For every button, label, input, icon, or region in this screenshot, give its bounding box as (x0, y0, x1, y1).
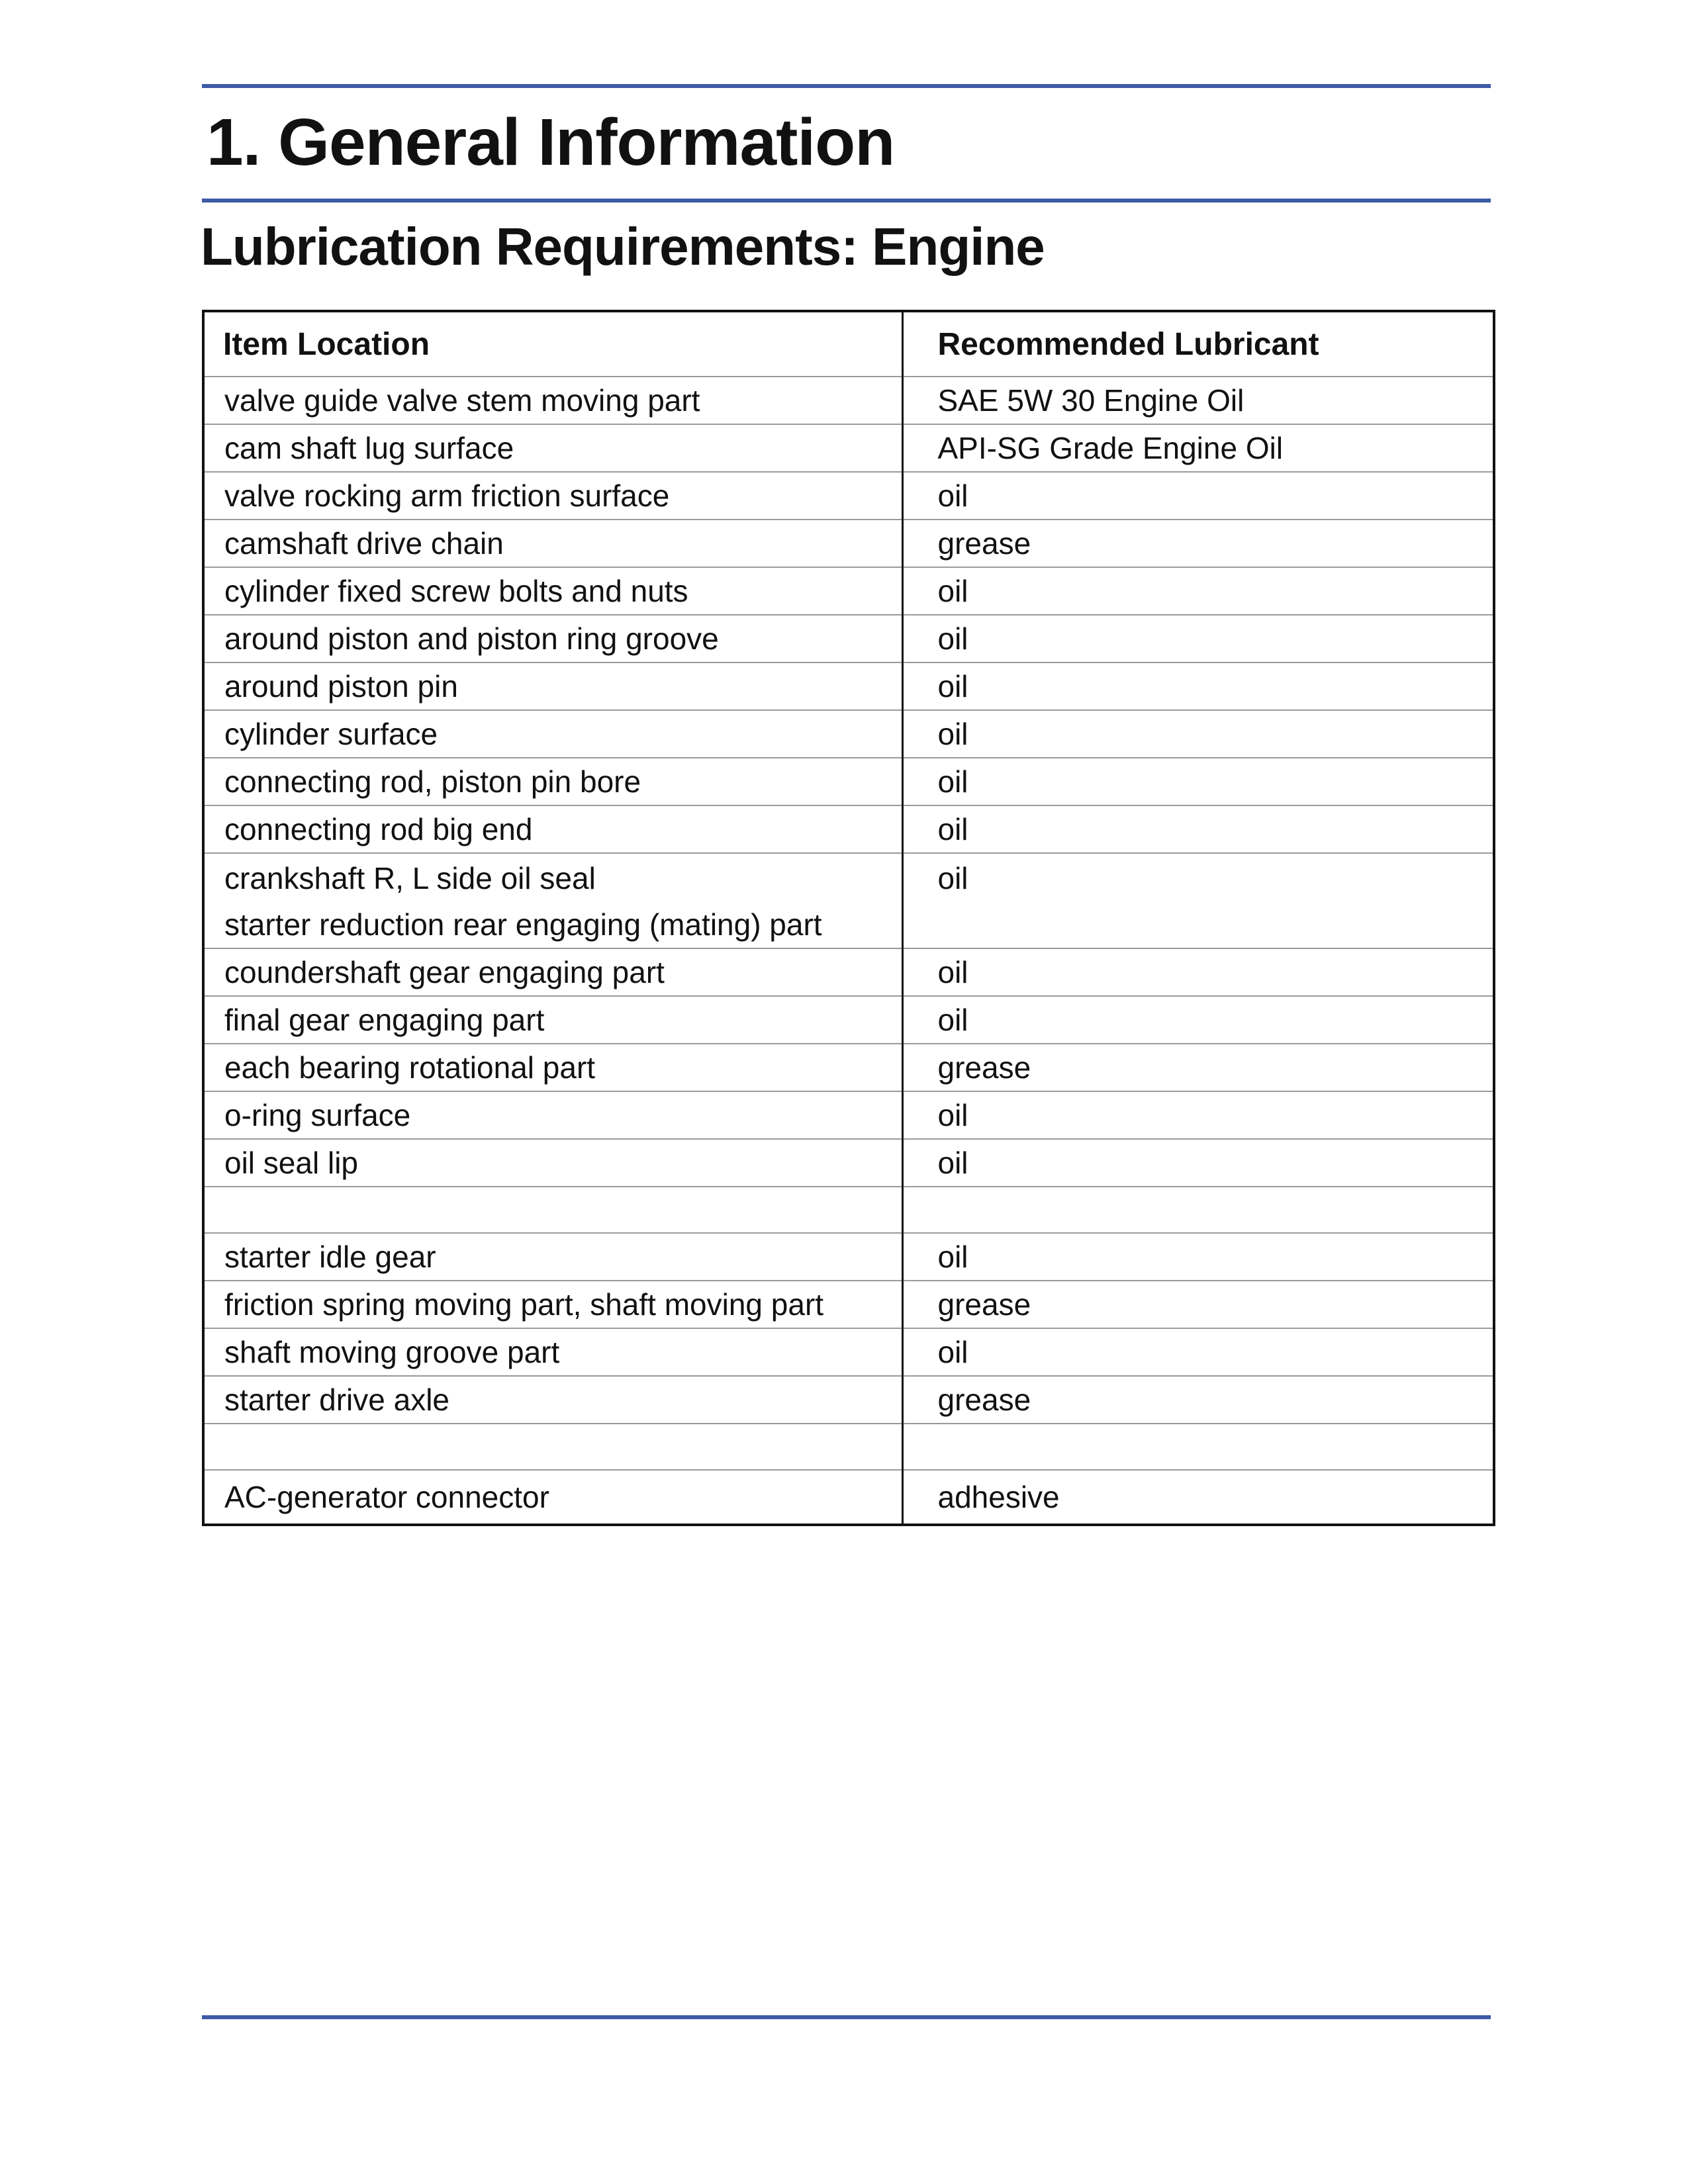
table-row (203, 1233, 1494, 1281)
lubricant-cell: oil (902, 1139, 1494, 1187)
item-location-cell: oil seal lip (203, 1139, 902, 1187)
item-location-cell: AC-generator connector (203, 1470, 902, 1525)
item-location-cell (203, 853, 902, 948)
lubrication-table (202, 310, 1495, 1526)
lubricant-cell: grease (902, 1044, 1494, 1091)
table-row (203, 758, 1494, 805)
item-location-cell: cylinder surface (203, 710, 902, 758)
table-row (203, 1091, 1494, 1139)
table-row (203, 1044, 1494, 1091)
lubricant-cell: oil (902, 1233, 1494, 1281)
lubricant-cell (902, 1187, 1494, 1233)
table-row (203, 567, 1494, 615)
item-location-cell: around piston pin (203, 662, 902, 710)
table-row (203, 615, 1494, 662)
lubricant-cell: grease (902, 520, 1494, 567)
item-location-cell: coundershaft gear engaging part (203, 948, 902, 996)
section-title: Lubrication Requirements: Engine (201, 217, 1045, 276)
table-row (203, 424, 1494, 472)
lubricant-cell: oil (902, 710, 1494, 758)
item-location-cell: connecting rod big end (203, 805, 902, 853)
lubricant-cell: oil (902, 1091, 1494, 1139)
item-location-cell: friction spring moving part, shaft moving part (203, 1281, 902, 1328)
item-location-cell: camshaft drive chain (203, 520, 902, 567)
table-row (203, 1328, 1494, 1376)
table-row (203, 1376, 1494, 1424)
table-row (203, 1139, 1494, 1187)
item-location-line: starter reduction rear engaging (mating) part (224, 907, 822, 942)
table-header-row (203, 311, 1494, 377)
table-row (203, 662, 1494, 710)
lubricant-cell: oil (902, 948, 1494, 996)
item-location-cell: cylinder fixed screw bolts and nuts (203, 567, 902, 615)
item-location-cell: connecting rod, piston pin bore (203, 758, 902, 805)
table-row (203, 948, 1494, 996)
table-row (203, 520, 1494, 567)
lubricant-cell: API-SG Grade Engine Oil (902, 424, 1494, 472)
chapter-title: 1. General Information (207, 105, 895, 179)
lubricant-cell: grease (902, 1376, 1494, 1424)
item-location-header: Item Location (203, 311, 902, 377)
item-location-cell: each bearing rotational part (203, 1044, 902, 1091)
header-bottom-rule (202, 199, 1491, 203)
lubricant-cell: oil (902, 615, 1494, 662)
footer-rule (202, 2015, 1491, 2019)
lubricant-cell: oil (902, 662, 1494, 710)
lubricant-cell: oil (902, 996, 1494, 1044)
item-location-cell: shaft moving groove part (203, 1328, 902, 1376)
item-location-cell (203, 1187, 902, 1233)
lubricant-cell: SAE 5W 30 Engine Oil (902, 377, 1494, 424)
lubricant-cell: oil (902, 805, 1494, 853)
item-location-cell: o-ring surface (203, 1091, 902, 1139)
lubricant-cell (902, 1424, 1494, 1470)
table-row-empty (203, 1187, 1494, 1233)
item-location-cell: around piston and piston ring groove (203, 615, 902, 662)
table-row-empty (203, 1424, 1494, 1470)
table-row (203, 377, 1494, 424)
table-row (203, 996, 1494, 1044)
table-row (203, 1281, 1494, 1328)
item-location-cell (203, 1424, 902, 1470)
lubricant-cell: oil (902, 758, 1494, 805)
lubricant-cell: oil (902, 1328, 1494, 1376)
lubricant-cell: adhesive (902, 1470, 1494, 1525)
item-location-cell: valve guide valve stem moving part (203, 377, 902, 424)
item-location-cell: cam shaft lug surface (203, 424, 902, 472)
lubricant-cell: oil (902, 853, 1494, 948)
item-location-cell: final gear engaging part (203, 996, 902, 1044)
lubricant-cell: grease (902, 1281, 1494, 1328)
recommended-lubricant-header: Recommended Lubricant (902, 311, 1494, 377)
lubricant-cell: oil (902, 472, 1494, 520)
table-row (203, 853, 1494, 948)
item-location-cell: starter idle gear (203, 1233, 902, 1281)
item-location-cell: valve rocking arm friction surface (203, 472, 902, 520)
lubricant-cell: oil (902, 567, 1494, 615)
item-location-cell: starter drive axle (203, 1376, 902, 1424)
item-location-line: crankshaft R, L side oil seal (224, 861, 596, 895)
table-row (203, 1470, 1494, 1525)
table-row (203, 805, 1494, 853)
table-row (203, 472, 1494, 520)
header-top-rule (202, 84, 1491, 88)
table-row (203, 710, 1494, 758)
